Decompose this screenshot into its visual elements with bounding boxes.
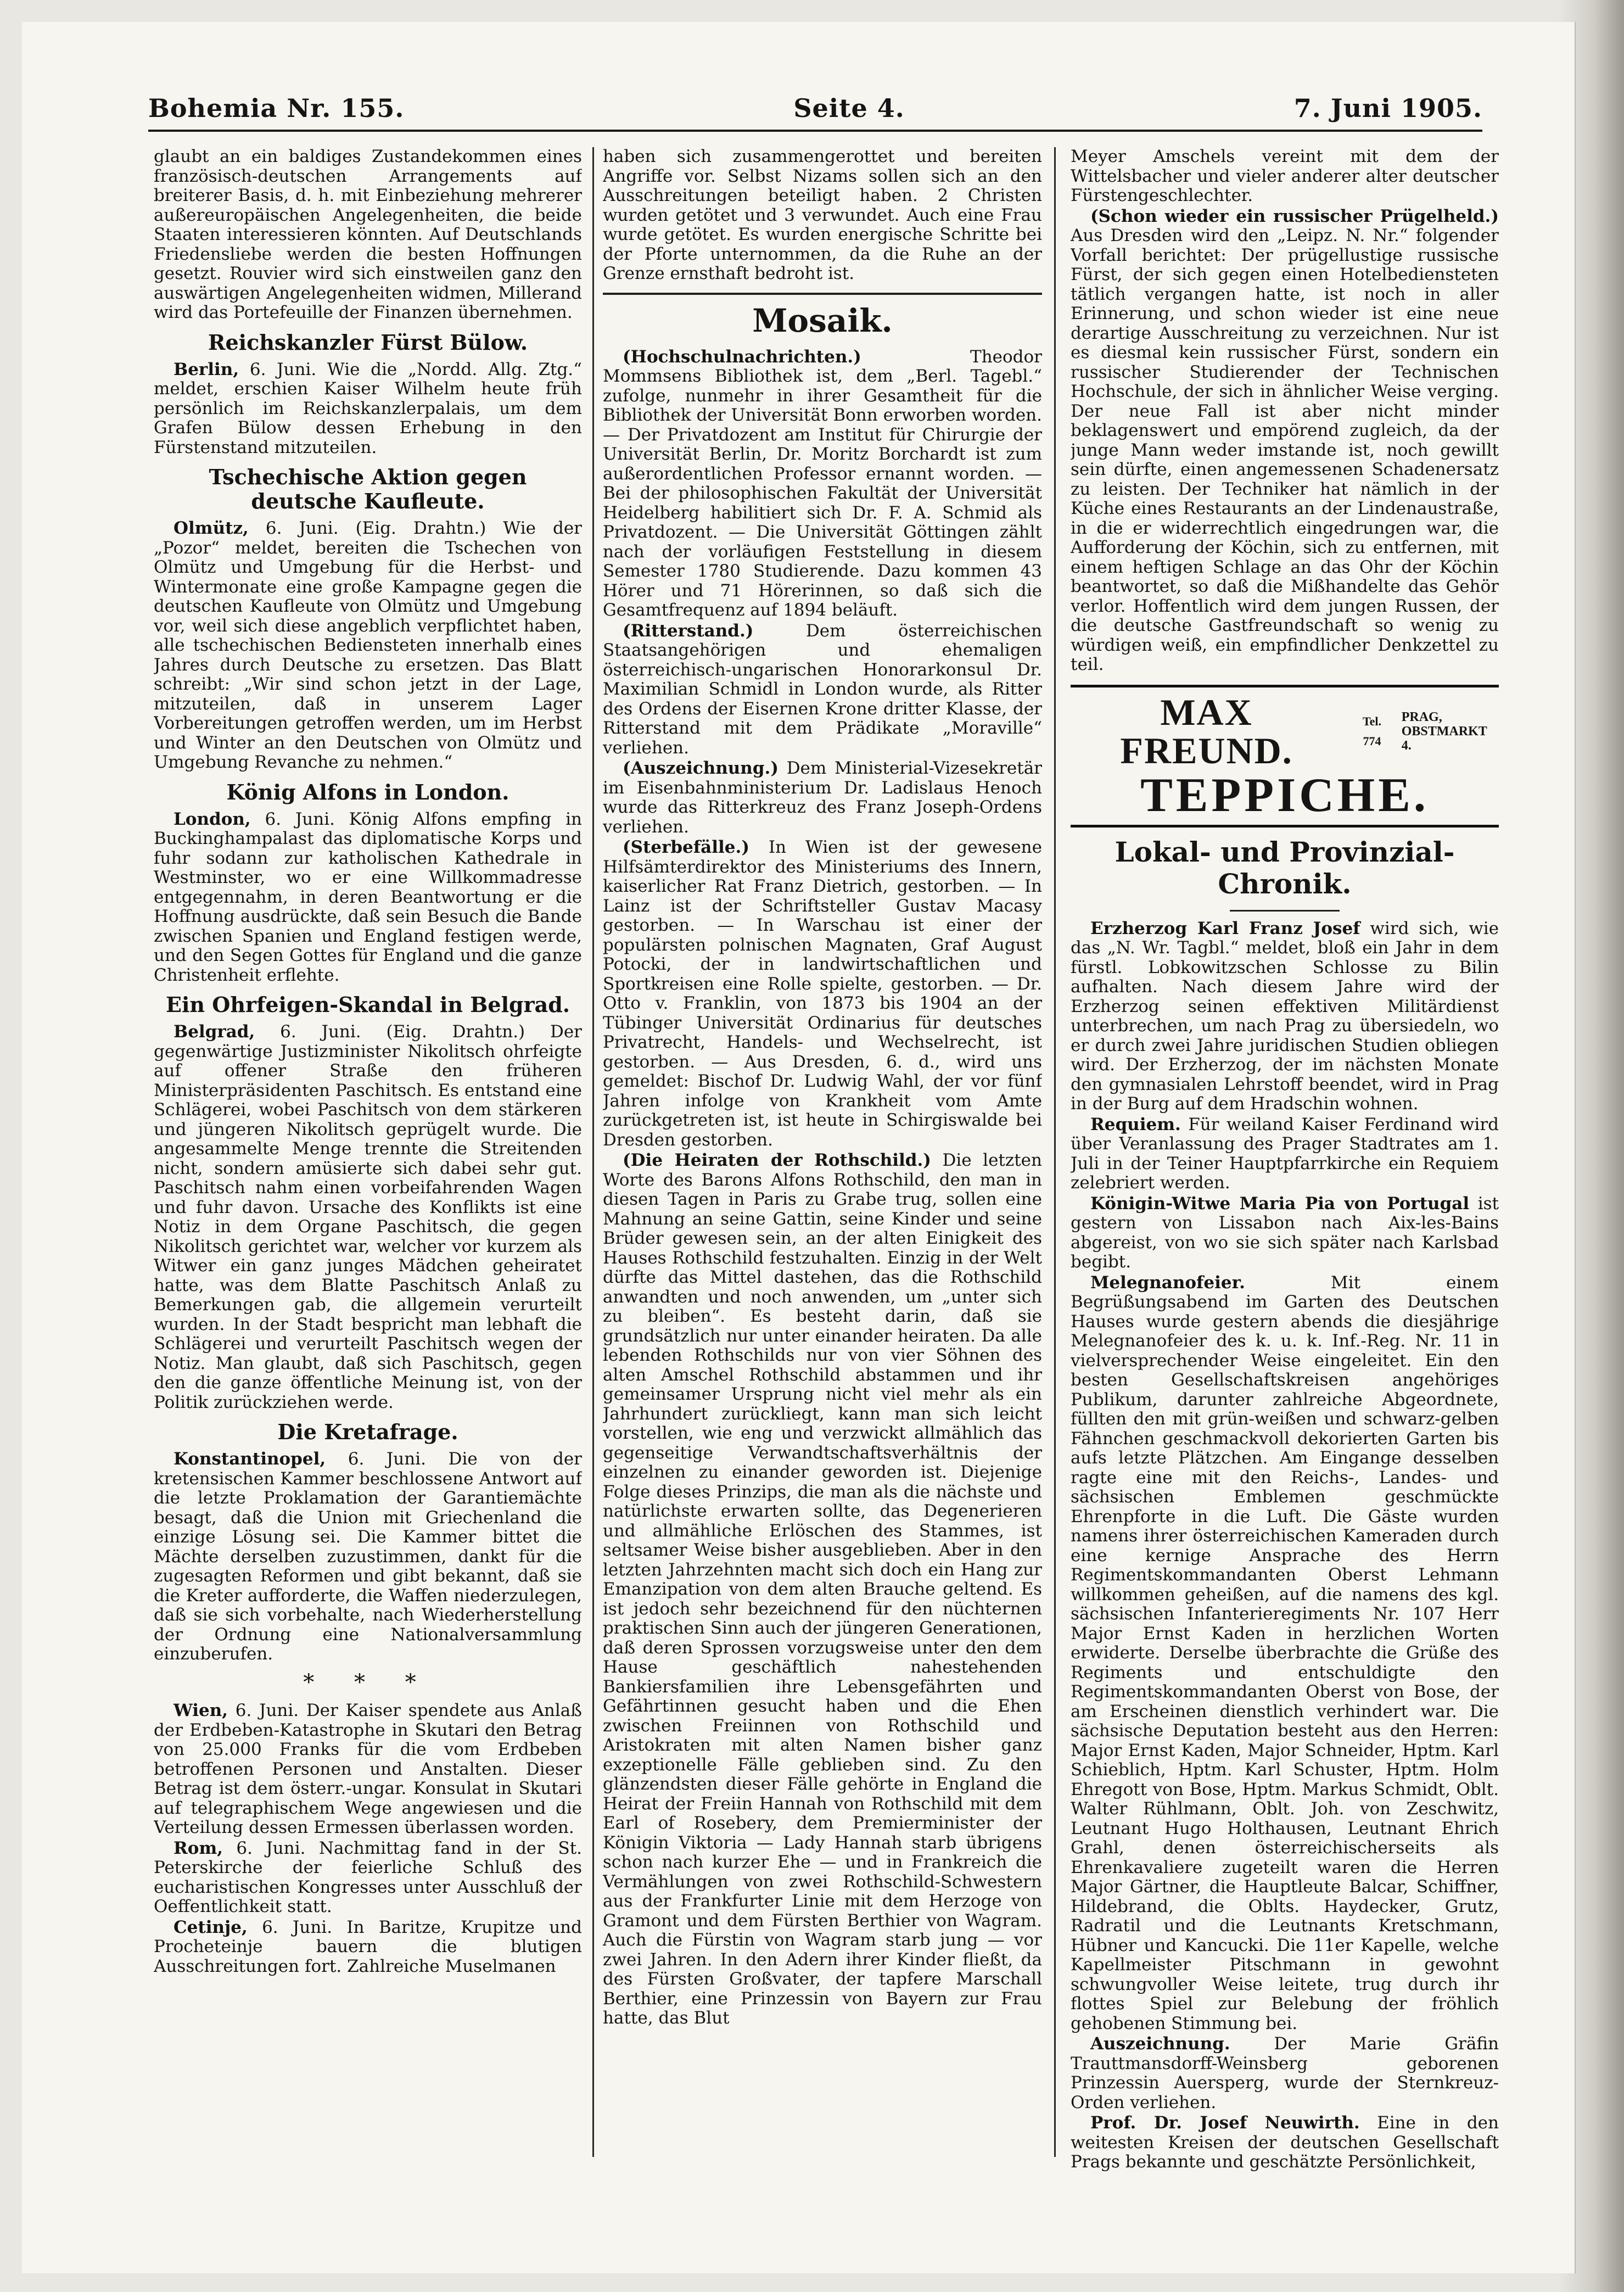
- chronik-erzherzog-text: wird sich, wie das „N. Wr. Tagbl.“ meldet, bloß ein Jahr in dem fürstl. Lobkowitzschen Schlosse zu Bilin aufhalten. Nach diesem Jahre wird der Erzherzog seinen effektiven Militärdienst unterbrechen, um nach Prag zu übersiedeln, wo er durch zwei Jahre juridischen Studien obliegen wird. Der Erzherzog, der im nächsten Monate den gymnasialen Lehrstoff beendet, wird in Prag in der Burg auf dem Hradschin wohnen.: [1071, 918, 1499, 1114]
- article-cetinje-text: 6. Juni. In Baritze, Krupitze und Procheteinje bauern die blutigen Ausschreitungen fort. Zahlreiche Muselmanen: [154, 1917, 582, 1976]
- column-2: [603, 147, 1042, 2179]
- heading-kretafrage: Die Kretafrage.: [277, 1419, 458, 1444]
- chronik-requiem-text: Für weiland Kaiser Ferdinand wird über Veranlassung des Prager Stadtrates am 1. Juli in der Teiner Hauptpfarrkirche ein Requiem zelebriert werden.: [1071, 1114, 1499, 1193]
- topic-auszeichnung-chronik: Auszeichnung.: [1090, 2034, 1230, 2054]
- chronik-koenigin-witwe: [1071, 1194, 1499, 1272]
- article-london: [154, 810, 582, 986]
- col3-intro: Meyer Amschels vereint mit dem der Wittelsbacher und vieler anderer alter deutscher Fürstengeschlechter.: [1071, 147, 1499, 205]
- advertisement-max-freund: [1071, 685, 1499, 828]
- column-rule-2: [1054, 147, 1056, 2157]
- topic-sterbefaelle: (Sterbefälle.): [623, 837, 749, 857]
- dateline-olmuetz: Olmütz,: [173, 518, 249, 538]
- topic-neuwirth: Prof. Dr. Josef Neuwirth.: [1090, 2113, 1360, 2133]
- dateline-belgrad: Belgrad,: [173, 1022, 255, 1042]
- masthead: [148, 88, 1482, 132]
- dateline-cetinje: Cetinje,: [173, 1917, 248, 1937]
- heading-lokal-chronik: Lokal- und Provinzial-Chronik.: [1115, 835, 1455, 900]
- heading-ohrfeigen-skandal: Ein Ohrfeigen-Skandal in Belgrad.: [165, 992, 570, 1017]
- ad-company-name: MAX FREUND.: [1120, 691, 1293, 772]
- chronik-erzherzog: [1071, 919, 1499, 1114]
- col2-intro: haben sich zusammengerottet und bereiten Angriffe vor. Selbst Nizams sollen sich an den Ausschreitungen beteiligt haben. 2 Christen wurden getötet und 3 verwundet. Auch eine Frau wurde getötet. Es wurden energische Schritte bei der Pforte unternommen, da die Ruhe an der Grenze ernsthaft bedroht ist.: [603, 147, 1042, 283]
- article-belgrad-text: 6. Juni. (Eig. Drahtn.) Der gegenwärtige Justizminister Nikolitsch ohrfeigte auf offener Straße den früheren Ministerpräsidenten Paschitsch. Es entstand eine Schlägerei, wobei Paschitsch von dem stärkeren und jüngeren Nikolitsch geprügelt wurde. Die angesammelte Menge trennte die Streitenden nicht, sondern amüsierte sich dabei sehr gut. Paschitsch nahm einen vorbeifahrenden Wagen und fuhr davon. Ursache des Konflikts ist eine Notiz in dem Organe Paschitsch, die gegen Nikolitsch gerichtet war, welcher vor kurzem als Witwer ein ganz junges Mädchen geheiratet hatte, was dem Blatte Paschitsch Anlaß zu Bemerkungen gab, die allgemein verurteilt wurden. In der Stadt bespricht man lebhaft die Schlägerei und verurteilt Paschitsch wegen der Notiz. Man glaubt, daß sich Paschitsch, gegen den die ganze öffentliche Meinung ist, von der Politik zurückziehen werde.: [154, 1022, 582, 1412]
- article-cetinje: [154, 1918, 582, 1977]
- mosaik-hochschul-text: Theodor Mommsens Bibliothek ist, dem „Berl. Tagebl.“ zufolge, nunmehr in ihrer Gesamtheit für die Bibliothek der Universität Bonn erworben worden. — Der Privatdozent am Institut für Chirurgie der Universität Berlin, Dr. Moritz Borchardt ist zum außerordentlichen Professor ernannt worden. — Bei der philosophischen Fakultät der Universität Heidelberg habilitiert sich Dr. F. A. Schmid als Privatdozent. — Die Universität Göttingen zählt nach der vorläufigen Feststellung in diesem Semester 1780 Studierende. Dazu kommen 43 Hörer und 71 Hörerinnen, so daß sich die Gesamtfrequenz auf 1894 beläuft.: [603, 346, 1042, 620]
- article-london-text: 6. Juni. König Alfons empfing in Buckinghampalast das diplomatische Korps und fuhr sodann zur katholischen Kathedrale in Westminster, wo er eine Willkommadresse entgegennahm, in deren Beantwortung er die Hoffnung ausdrückte, daß sein Besuch die Bande zwischen Spanien und England festigen werde, und den Segen Gottes für England und die ganze Christenheit erflehte.: [154, 809, 582, 985]
- article-konstantinopel: [154, 1450, 582, 1664]
- topic-requiem: Requiem.: [1090, 1114, 1181, 1134]
- chronik-koenigin-witwe-text: ist gestern von Lissabon nach Aix-les-Bains abgereist, von wo sie sich später nach Karlsbad begibt.: [1071, 1193, 1499, 1272]
- topic-koenigin-witwe: Königin-Witwe Maria Pia von Portugal: [1090, 1193, 1470, 1214]
- chronik-neuwirth: [1071, 2114, 1499, 2172]
- dateline-konstantinopel: Konstantinopel,: [173, 1449, 326, 1469]
- heading-mosaik: Mosaik.: [752, 301, 893, 339]
- heading-koenig-alfons: König Alfons in London.: [226, 779, 509, 804]
- page-number: Seite 4.: [793, 93, 905, 123]
- mosaik-sterbefaelle-text: In Wien ist der gewesene Hilfsämterdirektor des Ministeriums des Innern, kaiserlicher Rat Franz Dietrich, gestorben. — In Lainz ist der Schriftsteller Gustav Macasy gestorben. — In Warschau ist einer der populärsten polnischen Magnaten, Graf August Potocki, der in landwirtschaftlichen und Sportkreisen eine Rolle spielte, gestorben. — Dr. Otto v. Franklin, von 1873 bis 1904 an der Tübinger Universität Ordinarius für deutsches Privatrecht, Handels- und Wechselrecht, ist gestorben. — Aus Dresden, 6. d., wird uns gemeldet: Bischof Dr. Ludwig Wahl, der vor fünf Jahren infolge von Krankheit vom Amte zurückgetreten ist, ist heute in Schirgiswalde bei Dresden gestorben.: [603, 837, 1042, 1150]
- article-olmuetz: [154, 519, 582, 773]
- article-wien: [154, 1701, 582, 1838]
- article-olmuetz-text: 6. Juni. (Eig. Drahtn.) Wie der „Pozor“ meldet, bereiten die Tschechen von Olmütz und Umgebung für die Herbst- und Wintermonate eine große Kampagne gegen die deutschen Kaufleute von Olmütz und Umgebung vor, weil sich diese angeblich verpflichtet haben, alle tschechischen Bediensteten innerhalb eines Jahres durch Deutsche zu ersetzen. Das Blatt schreibt: „Wir sind schon jetzt in der Lage, mitzuteilen, daß in unserem Lager Vorbereitungen getroffen werden, um im Herbst und Winter an den Deutschen von Olmütz und Umgebung Revanche zu nehmen.“: [154, 518, 582, 772]
- dateline-berlin: Berlin,: [173, 359, 239, 379]
- chronik-requiem: [1071, 1115, 1499, 1193]
- col1-intro: glaubt an ein baldiges Zustandekommen eines französisch-deutschen Arrangements auf breiterer Basis, d. h. mit Einbeziehung mehrerer außereuropäischen Angelegenheiten, die beide Staaten interessieren könnten. Auf Deutschlands Friedensliebe werden die besten Hoffnungen gesetzt. Rouvier wird sich einstweilen ganz den auswärtigen Angelegenheiten widmen, Millerand wird das Portefeuille der Finanzen übernehmen.: [154, 147, 582, 322]
- article-pruegelheld-text: Aus Dresden wird den „Leipz. N. Nr.“ folgender Vorfall berichtet: Der prügellustige russische Fürst, der sich gegen einen Hotelbediensteten tätlich vergangen hatte, ist noch in aller Erinnerung, und schon wieder ist eine neue derartige Ausschreitung zu verzeichnen. Nur ist es diesmal kein russischer Fürst, sondern ein russischer Studierender der Technischen Hochschule, der sich in ähnlicher Weise verging. Der neue Fall ist aber nicht minder beklagenswert und empörend zugleich, da der junge Mann weder imstande ist, noch gewillt sein dürfte, einen angemessenen Schadenersatz zu leisten. Der Techniker hat nämlich in der Küche eines Restaurants an der Lindenaustraße, in die er widerrechtlich eingedrungen war, die Aufforderung der Köchin, sich zu entfernen, mit einem heftigen Schlage an das Ohr der Köchin beantwortet, so daß die Mißhandelte das Gehör verlor. Hoffentlich wird dem jungen Russen, der die deutsche Gastfreundschaft so wenig zu würdigen weiß, ein empfindlicher Denkzettel zu teil.: [1071, 226, 1499, 674]
- ad-telephone: Tel. 774: [1362, 714, 1381, 748]
- heading-tschechische-aktion: Tschechische Aktion gegen deutsche Kaufleute.: [209, 465, 527, 513]
- article-buelow-text: 6. Juni. Wie die „Nordd. Allg. Ztg.“ meldet, erschien Kaiser Wilhelm heute früh persönlich im Reichskanzlerpalais, um dem Grafen Bülow dessen Erhebung in den Fürstenstand mitzuteilen.: [154, 359, 582, 457]
- topic-rothschild: (Die Heiraten der Rothschild.): [623, 1150, 931, 1170]
- topic-hochschulnachrichten: (Hochschulnachrichten.): [623, 346, 861, 367]
- chronik-melegnanofeier-text: Mit einem Begrüßungsabend im Garten des Deutschen Hauses wurde gestern abends die diesjährige Melegnanofeier des k. u. k. Inf.-Reg. Nr. 11 in vielversprechender Weise eingeleitet. Ein den besten Gesellschaftskreisen angehöriges Publikum, darunter zahlreiche Abgeordnete, füllten den mit grün-weißen und schwarz-gelben Fähnchen geschmackvoll dekorierten Garten bis aufs letzte Plätzchen. Am Eingange desselben ragte eine mit den Reichs-, Landes- und sächsischen Emblemen geschmückte Ehrenpforte in die Luft. Die Gäste wurden namens ihrer österreichischen Kameraden durch eine kernige Ansprache des Herrn Regimentskommandanten Oberst Lehmann willkommen geheißen, auf die namens des kgl. sächsischen Infanterieregiments Nr. 107 Herr Major Ernst Kaden in herzlichen Worten erwiderte. Derselbe überbrachte die Grüße des Regiments und entschuldigte den Regimentskommandanten Oberst von Bose, der am Erscheinen dienstlich verhindert war. Die sächsische Deputation besteht aus den Herren: Major Ernst Kaden, Major Schneider, Hptm. Karl Schieblich, Hptm. Karl Schuster, Hptm. Holm Ehregott von Bose, Hptm. Markus Schmidt, Oblt. Walter Rühlmann, Oblt. Joh. von Zeschwitz, Leutnant Hugo Holthausen, Leutnant Ehrich Grahl, denen österreichischerseits als Ehrenkavaliere zugeteilt waren die Herren Major Gärtner, die Hauptleute Balcar, Schiffner, Hildebrand, die Oblts. Haydecker, Grutz, Radratil und die Leutnants Kretschmann, Hübner und Kancucki. Die 11er Kapelle, welche Kapellmeister Pitschmann in gewohnt schwungvoller Weise leitete, trug durch ihr flottes Spiel zur Belebung der fröhlich gehobenen Stimmung bei.: [1071, 1272, 1499, 2033]
- dateline-wien: Wien,: [173, 1701, 228, 1720]
- topic-melegnanofeier: Melegnanofeier.: [1090, 1272, 1245, 1293]
- topic-auszeichnung: (Auszeichnung.): [623, 758, 779, 778]
- heading-buelow: Reichskanzler Fürst Bülow.: [208, 329, 528, 355]
- chronik-underline: [1230, 910, 1340, 912]
- ad-header: [1071, 693, 1499, 770]
- section-divider: [603, 293, 1042, 295]
- mosaik-rothschild-text: Die letzten Worte des Barons Alfons Rothschild, den man in diesen Tagen in Paris zu Grabe trug, sollen eine Mahnung an seine Gattin, seine Kinder und seine Brüder gewesen sein, an der alten Einigkeit des Hauses Rothschild festzuhalten. Einzig in der Welt dürfte das Mittel dastehen, das die Rothschild anwandten und noch anwenden, um „unter sich zu bleiben“. Es besteht darin, daß sie grundsätzlich nur unter einander heiraten. Da alle lebenden Rothschilds nur von vier Söhnen des alten Amschel Rothschild abstammen und ihr gemeinsamer Ursprung nicht viel mehr als ein Jahrhundert zurückliegt, kann man sich leicht vorstellen, wie eng und verzwickt allmählich das gegenseitige Verwandtschaftsverhältnis der einzelnen zu einander geworden ist. Diejenige Folge dieses Prinzips, die man als die nächste und natürlichste erwarten sollte, das Degenerieren und allmähliche Erlöschen des Stammes, ist seltsamer Weise bisher ausgeblieben. Aber in den letzten Jahrzehnten macht sich doch ein Hang zur Emanzipation von dem alten Brauche geltend. Es ist jedoch sehr bezeichnend für den nüchternen praktischen Sinn auch der jüngeren Generationen, daß deren Sprossen vorzugsweise unter den dem Hause geschäftlich nahestehenden Bankiersfamilien ihre Lebensgefährten und Gefährtinnen gesucht haben und die Ehen zwischen Freiinnen von Rothschild und Aristokraten mit alten Namen bisher ganz exzeptionelle Fälle geblieben sind. Zu den glänzendsten dieser Fälle gehörte in England die Heirat der Freiin Hannah von Rothschild mit dem Earl of Rosebery, dem Premierminister der Königin Viktoria — Lady Hannah starb übrigens schon nach kurzer Ehe — und in Frankreich die Vermählungen von zwei Rothschild-Schwestern aus der Frankfurter Linie mit dem Herzoge von Gramont und dem Fürsten Berthier von Wagram. Auch die Fürstin von Wagram starb jung — vor zwei Jahren. In den Adern ihrer Kinder fließt, da des Fürsten Großvater, der tapfere Marschall Berthier, eine Prinzessin von Bayern zur Frau hatte, das Blut: [603, 1150, 1042, 2028]
- ad-city: PRAG,: [1401, 709, 1442, 724]
- mosaik-sterbefaelle: [603, 838, 1042, 1150]
- article-wien-text: 6. Juni. Der Kaiser spendete aus Anlaß der Erdbeben-Katastrophe in Skutari den Betrag von 25.000 Franks für die vom Erdbeben betroffenen Personen und Anstalten. Dieser Betrag ist dem österr.-ungar. Konsulat in Skutari auf telegraphischem Wege angewiesen und die Verteilung dessen Ermessen überlassen worden.: [154, 1701, 582, 1837]
- issue-date: 7. Juni 1905.: [1293, 93, 1482, 123]
- chronik-auszeichnung-text: Der Marie Gräfin Trauttmansdorff-Weinsberg geborenen Prinzessin Auersperg, wurde der Sternkreuz-Orden verliehen.: [1071, 2034, 1499, 2112]
- article-rom: [154, 1839, 582, 1917]
- column-3: [1071, 147, 1499, 2179]
- chronik-auszeichnung: [1071, 2034, 1499, 2112]
- mosaik-ritterstand: [603, 622, 1042, 758]
- article-buelow: [154, 360, 582, 458]
- column-rule-1: [592, 147, 594, 2157]
- article-belgrad: [154, 1022, 582, 1412]
- mosaik-hochschul: [603, 348, 1042, 620]
- section-separator-stars: * * *: [303, 1669, 433, 1695]
- topic-pruegelheld: (Schon wieder ein russischer Prügelheld.): [1090, 206, 1499, 226]
- issue-number: Bohemia Nr. 155.: [148, 93, 405, 123]
- article-pruegelheld: [1071, 207, 1499, 675]
- column-1: [154, 147, 582, 2179]
- dateline-rom: Rom,: [173, 1838, 223, 1858]
- mosaik-auszeichnung-text: Dem Ministerial-Vizesekretär im Eisenbahnministerium Dr. Ladislaus Henoch wurde das Ritterkreuz des Franz Joseph-Ordens verliehen.: [603, 758, 1042, 837]
- ad-street: OBSTMARKT 4.: [1401, 724, 1487, 753]
- ad-address: [1402, 710, 1499, 753]
- article-konstantinopel-text: 6. Juni. Die von der kretensischen Kammer beschlossene Antwort auf die letzte Proklamation der Garantiemächte besagt, daß die Union mit Griechenland die einzige Lösung sei. Die Kammer bittet die Mächte derselben zuzustimmen, dankt für die zugesagten Reformen und gibt bekannt, daß sie die Kreter aufforderte, die Waffen niederzulegen, daß sie sich vorbehalte, nach Wiederherstellung der Ordnung eine Nationalversammlung einzuberufen.: [154, 1449, 582, 1664]
- topic-erzherzog: Erzherzog Karl Franz Josef: [1090, 918, 1360, 938]
- topic-ritterstand: (Ritterstand.): [623, 620, 754, 641]
- ad-product: TEPPICHE.: [1140, 768, 1429, 822]
- chronik-neuwirth-text: Eine in den weitesten Kreisen der deutschen Gesellschaft Prags bekannte und geschätzte Persönlichkeit,: [1071, 2113, 1499, 2172]
- article-rom-text: 6. Juni. Nachmittag fand in der St. Peterskirche der feierliche Schluß des eucharistischen Kongresses unter Ausschluß der Oeffentlichkeit statt.: [154, 1838, 582, 1916]
- mosaik-auszeichnung: [603, 759, 1042, 837]
- mosaik-rothschild: [603, 1151, 1042, 2028]
- mosaik-ritterstand-text: Dem österreichischen Staatsangehörigen und ehemaligen österreichisch-ungarischen Honorarkonsul Dr. Maximilian Schmidl in London wurde, als Ritter des Ordens der Eisernen Krone dritter Klasse, der Ritterstand mit dem Prädikate „Moraville“ verliehen.: [603, 620, 1042, 758]
- dateline-london: London,: [173, 809, 251, 829]
- chronik-melegnanofeier: [1071, 1273, 1499, 2034]
